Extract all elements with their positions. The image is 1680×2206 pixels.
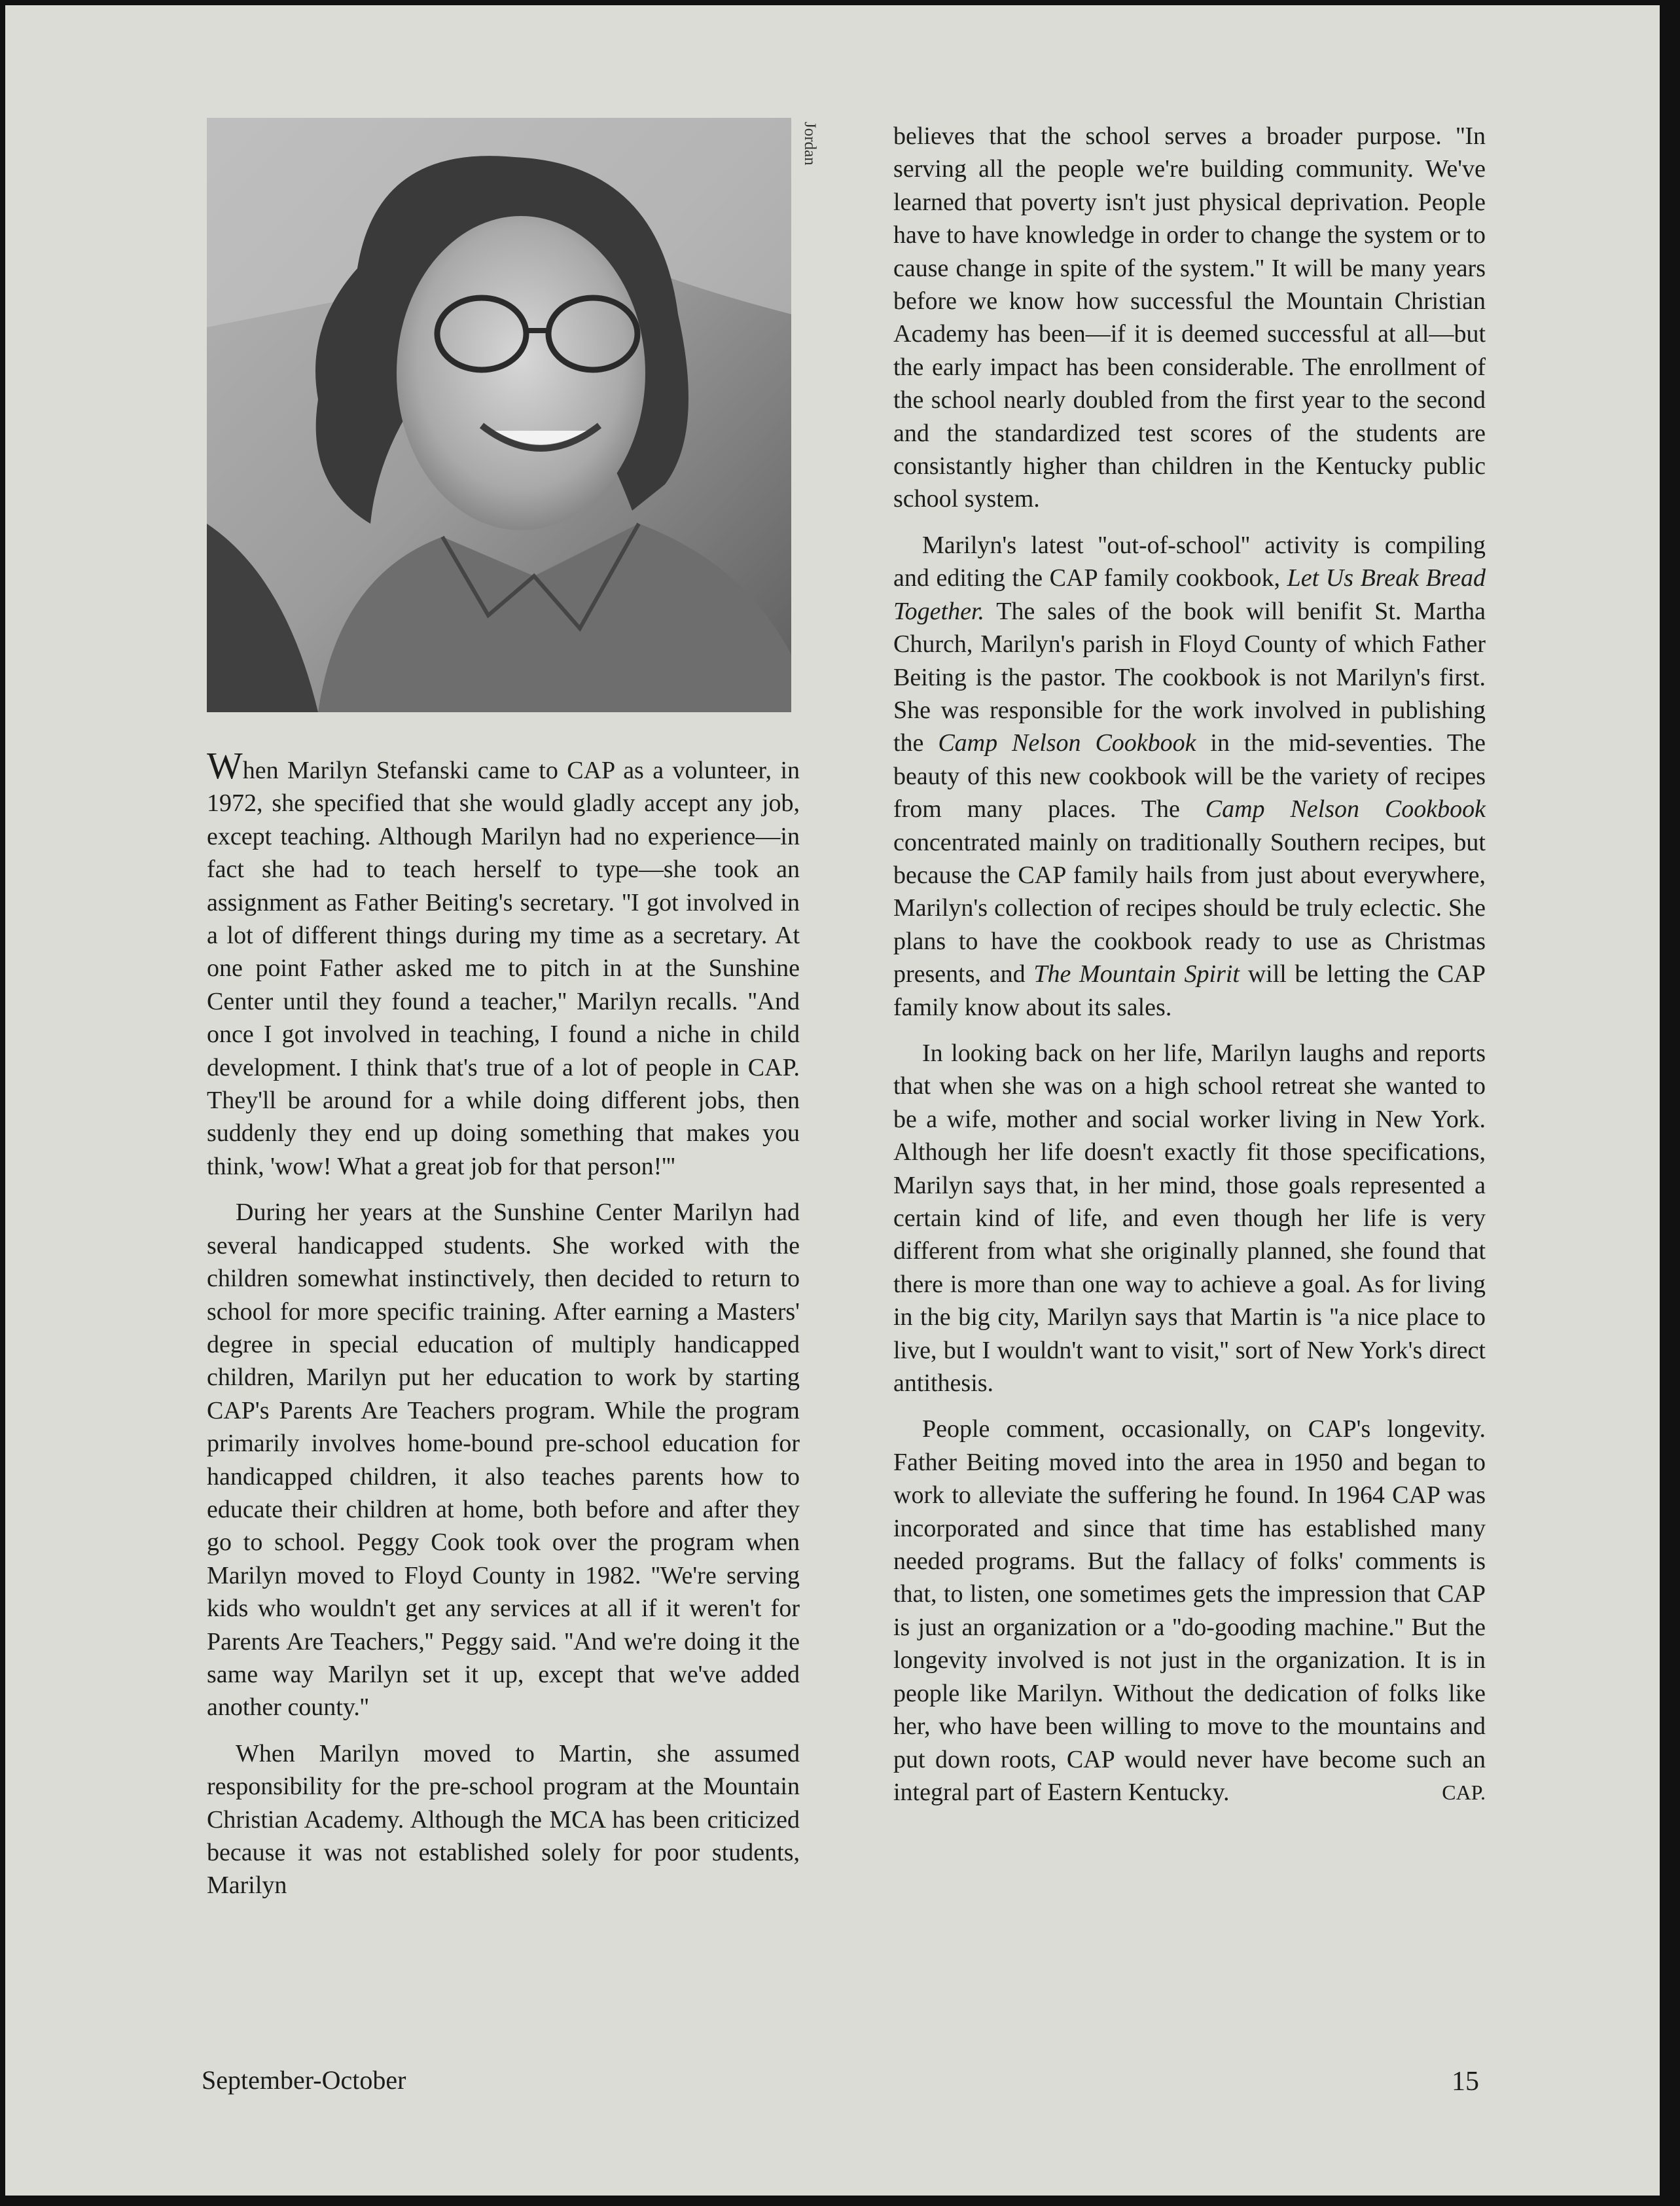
issue-date: September-October (202, 2065, 406, 2095)
paragraph: When Marilyn moved to Martin, she assumed responsibility for the pre-school program at the Mountain Christian Academy. Although the MCA has been criticized because it was not established solely for poor students, Marilyn (207, 1739, 800, 1900)
left-column (207, 744, 800, 1915)
paragraph: believes that the school serves a broader purpose. ''In serving all the people we're building community. We've learned that poverty isn't just physical deprivation. People have to have knowledge in order to change the system or to cause change in spite of the system.'' It will be many years before we know how successful the Mountain Christian Academy has been—if it is deemed successful at all—but the early impact has been considerable. The enrollment of the school nearly doubled from the first year to the second and the standardized test scores of the students are consistantly higher than children in the Kentucky public school system. (893, 122, 1486, 513)
publication-title: The Mountain Spirit (1033, 960, 1240, 988)
book-title: Camp Nelson Cookbook (1205, 795, 1486, 823)
drop-cap: W (207, 744, 243, 787)
paragraph: People comment, occasionally, on CAP's longevity. Father Beiting moved into the area in 1950 and began to work to alleviate the suffering he found. In 1964 CAP was incorporated and since that time has established many needed programs. But the fallacy of folks' comments is that, to listen, one sometimes gets the impression that CAP is just an organization or a ''do-gooding machine.'' But the longevity involved is not just in the organization. It is in people like Marilyn. Without the dedication of folks like her, who have been willing to move to the mountains and put down roots, CAP would never have become such an integral part of Eastern Kentucky. CAP. (893, 1413, 1486, 1809)
paragraph: Marilyn's latest ''out-of-school'' activity is compiling and editing the CAP family cookbook, Let Us Break Bread Together. The sales of the book will benifit St. Martha Church, Marilyn's parish in Floyd County of which Father Beiting is the pastor. The cookbook is not Marilyn's first. She was responsible for the work involved in publishing the Camp Nelson Cookbook in the mid-seventies. The beauty of this new cookbook will be the variety of recipes from many places. The Camp Nelson Cookbook concentrated mainly on traditionally Southern recipes, but because the CAP family hails from just about everywhere, Marilyn's collection of recipes should be truly eclectic. She plans to have the cookbook ready to use as Christmas presents, and The Mountain Spirit will be letting the CAP family know about its sales. (893, 531, 1486, 1021)
paragraph: During her years at the Sunshine Center Marilyn had several handicapped students. She worked with the children somewhat instinctively, then decided to return to school for more specific training. After earning a Masters' degree in special education of multiply handicapped children, Marilyn put her education to work by starting CAP's Parents Are Teachers program. While the program primarily involves home-bound pre-school education for handicapped children, it also teaches parents how to educate their children at home, both before and after they go to school. Peggy Cook took over the program when Marilyn moved to Floyd County in 1982. ''We're serving kids who wouldn't get any services at all if it weren't for Parents Are Teachers,'' Peggy said. ''And we're doing it the same way Marilyn set it up, except that we've added another county.'' (207, 1199, 800, 1722)
right-column (893, 120, 1486, 1822)
paragraph: In looking back on her life, Marilyn laughs and reports that when she was on a high school retreat she wanted to be a wife, mother and social worker living in New York. Although her life doesn't exactly fit those specifications, Marilyn says that, in her mind, those goals represented a certain kind of life, and even though her life is very different from what she originally planned, she found that there is more than one way to achieve a goal. As for living in the big city, Marilyn says that Martin is ''a nice place to live, but I wouldn't want to visit,'' sort of New York's direct antithesis. (893, 1039, 1486, 1398)
portrait-photo (207, 118, 791, 712)
book-title: Camp Nelson Cookbook (938, 729, 1196, 757)
signoff: CAP. (1442, 1780, 1486, 1804)
portrait-image (207, 118, 791, 712)
magazine-page (5, 5, 1660, 2196)
photo-credit: Jordan (801, 122, 819, 166)
book-title: Let Us Break Bread Together. (893, 564, 1486, 625)
page-number: 15 (1452, 2067, 1479, 2097)
paragraph: When Marilyn Stefanski came to CAP as a volunteer, in 1972, she specified that she would gladly accept any job, except teaching. Although Marilyn had no experience—in fact she had to teach herself to type—she took an assignment as Father Beiting's secretary. ''I got involved in a lot of different things during my time as a secretary. At one point Father asked me to pitch in at the Sunshine Center until they found a teacher,'' Marilyn recalls. ''And once I got involved in teaching, I found a niche in child development. I think that's true of a lot of people in CAP. They'll be around for a while doing different jobs, then suddenly they end up doing something that makes you think, 'wow! What a great job for that person!''' (207, 744, 800, 1180)
